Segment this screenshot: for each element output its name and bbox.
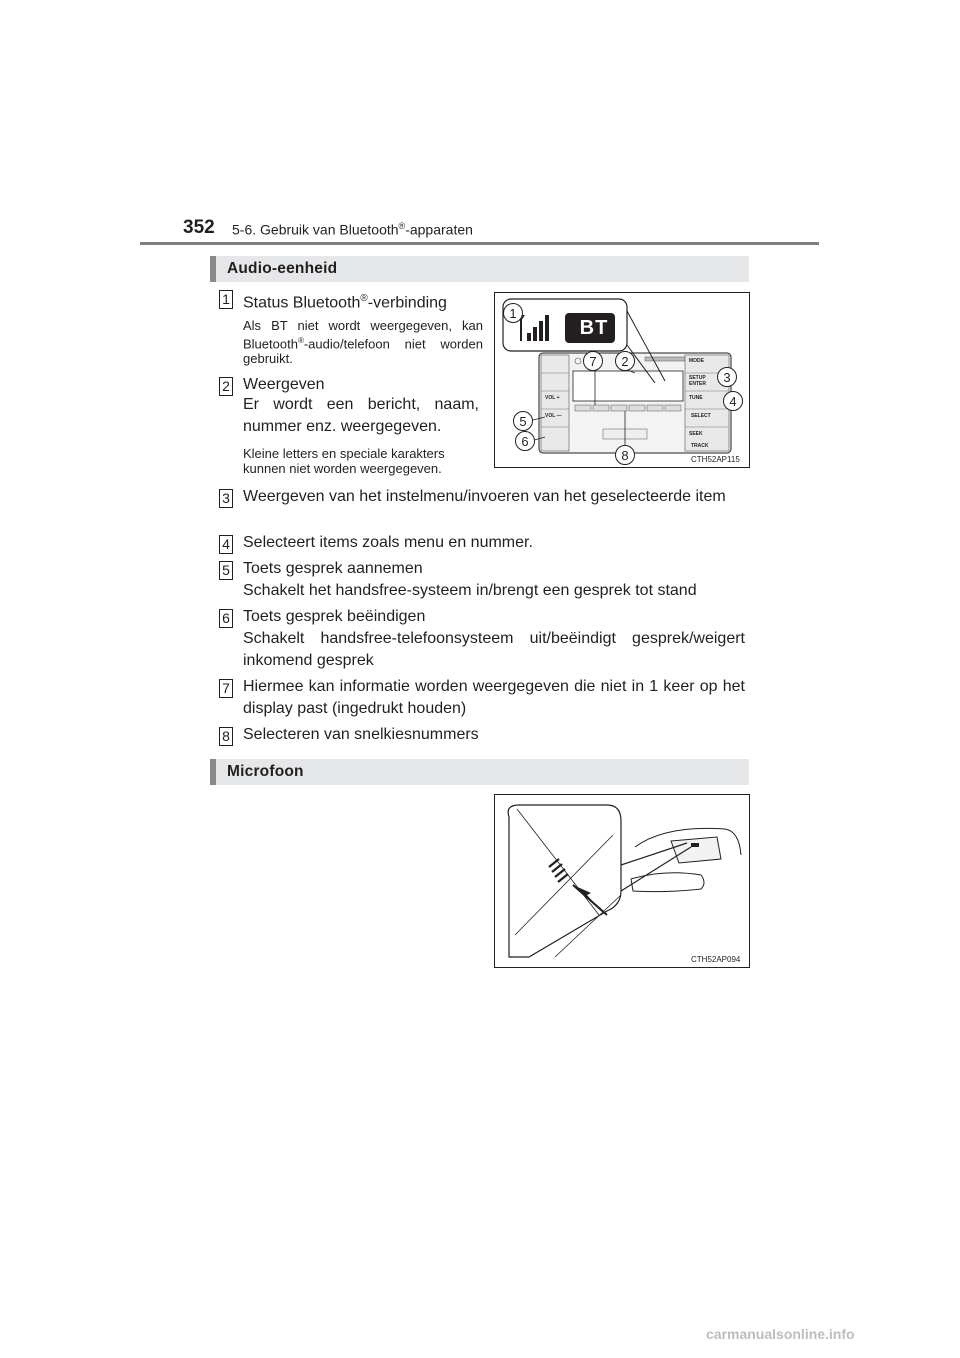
item-number-3: 3 [219,489,233,508]
item-5-body: Schakelt het handsfree-systeem in/brengt een gesprek tot stand [243,582,697,599]
setup-button-label: SETUP [689,375,706,381]
vol-plus-button-label: VOL + [545,395,560,401]
section-heading-audio [210,256,749,282]
callout-4: 4 [723,391,743,411]
section-heading-microphone [210,759,749,785]
item-2-note: Kleine letters en speciale karakters kunnen niet worden weergegeven. [243,446,445,476]
callout-5: 5 [513,411,533,431]
item-number-8: 8 [219,727,233,746]
vol-minus-button-label: VOL — [545,413,562,419]
page-number: 352 [183,217,215,238]
item-1-note-text: Als BT niet wordt weergegeven, kan Bluetooth [243,318,483,352]
chapter-title-suffix: -apparaten [405,221,473,238]
item-6-body: Schakelt handsfree-telefoonsysteem uit/beëindigt gesprek/weigert inkomend gesprek [243,630,745,669]
item-2-body: Er wordt een bericht, naam, nummer enz. weergegeven. [243,396,479,435]
registered-mark: ® [360,293,368,304]
section-heading-audio-text: Audio-eenheid [227,260,338,277]
tune-button-label: TUNE [689,395,703,401]
item-number-4: 4 [219,535,233,554]
audio-unit-figure [494,292,750,468]
item-1-note [243,318,483,366]
microphone-illustration [495,795,749,967]
callout-3: 3 [717,367,737,387]
item-1-title-suffix: -verbinding [367,294,447,312]
select-button-label: SELECT [691,413,711,419]
item-3-text: Weergeven van het instelmenu/invoeren van het geselecteerde item [243,488,726,505]
bt-badge-label: BT [579,317,609,339]
header-rule [140,242,819,245]
item-1-note-suffix: -audio/telefoon niet worden gebruikt. [243,336,483,367]
watermark: carmanualsonline.info [706,1326,855,1342]
item-5-title: Toets gesprek aannemen [243,560,423,577]
enter-button-label: ENTER [689,381,706,387]
figure-1-caption: CTH52AP115 [691,455,740,464]
item-number-7: 7 [219,679,233,698]
track-button-label: TRACK [691,443,709,449]
section-heading-microphone-text: Microfoon [227,763,304,780]
callout-1: 1 [503,303,523,323]
callout-2: 2 [615,351,635,371]
item-number-2: 2 [219,377,233,396]
registered-mark: ® [398,221,406,231]
callout-6: 6 [515,431,535,451]
figure-2-caption: CTH52AP094 [691,955,741,964]
item-6-title: Toets gesprek beëindigen [243,608,426,625]
item-8-text: Selecteren van snelkiesnummers [243,726,479,743]
callout-7: 7 [583,351,603,371]
chapter-title [232,221,473,238]
item-1-title [243,288,483,314]
seek-button-label: SEEK [689,431,703,437]
item-2-title: Weergeven [243,376,325,393]
item-number-6: 6 [219,609,233,628]
callout-8: 8 [615,445,635,465]
item-number-1: 1 [219,290,233,309]
chapter-title-text: 5-6. Gebruik van Bluetooth [232,221,399,238]
mode-button-label: MODE [689,358,704,364]
item-7-text: Hiermee kan informatie worden weergegeven die niet in 1 keer op het display past (ingedrukt houden) [243,678,745,717]
item-number-5: 5 [219,561,233,580]
item-1-title-text: Status Bluetooth [243,294,361,312]
registered-mark: ® [297,336,304,345]
microphone-figure [494,794,750,968]
item-4-text: Selecteert items zoals menu en nummer. [243,534,533,551]
